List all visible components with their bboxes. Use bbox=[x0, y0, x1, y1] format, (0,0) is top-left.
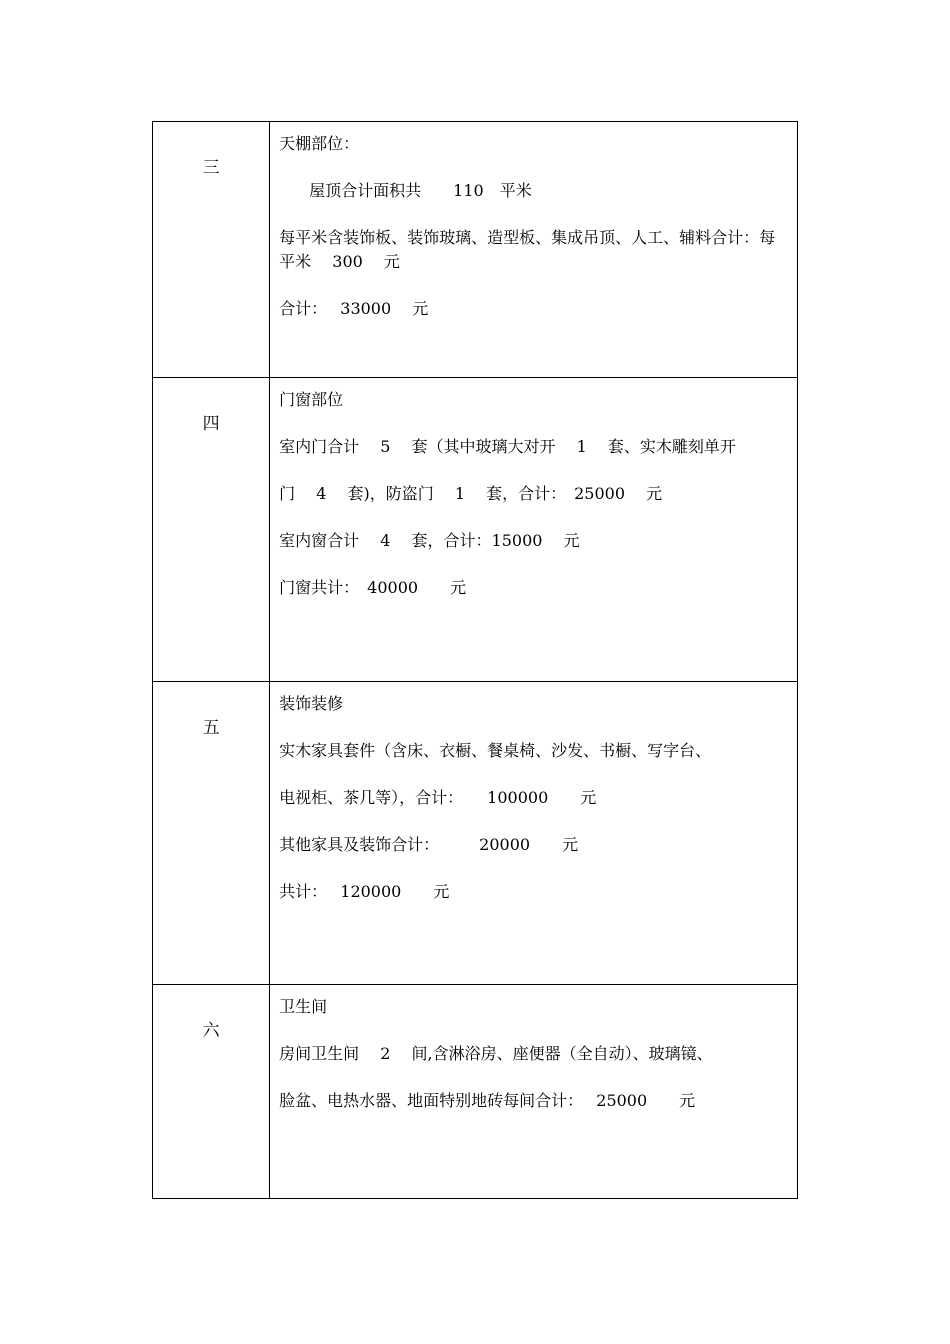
line-text: 室内窗合计 4 套，合计：15000 元 bbox=[279, 531, 580, 550]
line-text: 电视柜、茶几等），合计： 100000 元 bbox=[279, 788, 597, 807]
row-content-cell bbox=[270, 122, 798, 378]
section-heading: 天棚部位： bbox=[279, 134, 360, 153]
section-heading: 门窗部位 bbox=[279, 390, 344, 409]
line-text: 脸盆、电热水器、地面特别地砖每间合计： 25000 元 bbox=[279, 1091, 696, 1110]
row-number: 五 bbox=[202, 718, 220, 738]
line-text: 实木家具套件（含床、衣橱、餐桌椅、沙发、书橱、写字台、 bbox=[279, 741, 712, 760]
row-content-cell bbox=[270, 378, 798, 682]
row-number-cell bbox=[153, 985, 270, 1199]
renovation-cost-table bbox=[152, 121, 798, 1199]
line-text: 其他家具及装饰合计： 20000 元 bbox=[279, 835, 579, 854]
line-text: 门 4 套)，防盗门 1 套，合计： 25000 元 bbox=[279, 484, 663, 503]
row-number-cell bbox=[153, 378, 270, 682]
row-number-cell bbox=[153, 682, 270, 985]
line-text: 房间卫生间 2 间,含淋浴房、座便器（全自动）、玻璃镜、 bbox=[279, 1044, 713, 1063]
row-number: 三 bbox=[202, 158, 220, 178]
row-content-cell bbox=[270, 682, 798, 985]
row-number: 四 bbox=[202, 414, 220, 434]
table-row bbox=[153, 682, 798, 985]
section-heading: 装饰装修 bbox=[279, 694, 344, 713]
table-row bbox=[153, 122, 798, 378]
section-heading: 卫生间 bbox=[279, 997, 328, 1016]
line-text: 每平米含装饰板、装饰玻璃、造型板、集成吊顶、人工、辅料合计：每平米 300 元 bbox=[279, 228, 776, 271]
line-text: 共计： 120000 元 bbox=[279, 882, 450, 901]
line-text: 屋顶合计面积共 110 平米 bbox=[309, 181, 532, 200]
row-content-cell bbox=[270, 985, 798, 1199]
table-row bbox=[153, 378, 798, 682]
row-number: 六 bbox=[202, 1021, 220, 1041]
line-text: 合计： 33000 元 bbox=[279, 299, 429, 318]
line-text: 室内门合计 5 套（其中玻璃大对开 1 套、实木雕刻单开 bbox=[279, 437, 736, 456]
table-row bbox=[153, 985, 798, 1199]
row-number-cell bbox=[153, 122, 270, 378]
line-text: 门窗共计： 40000 元 bbox=[279, 578, 467, 597]
